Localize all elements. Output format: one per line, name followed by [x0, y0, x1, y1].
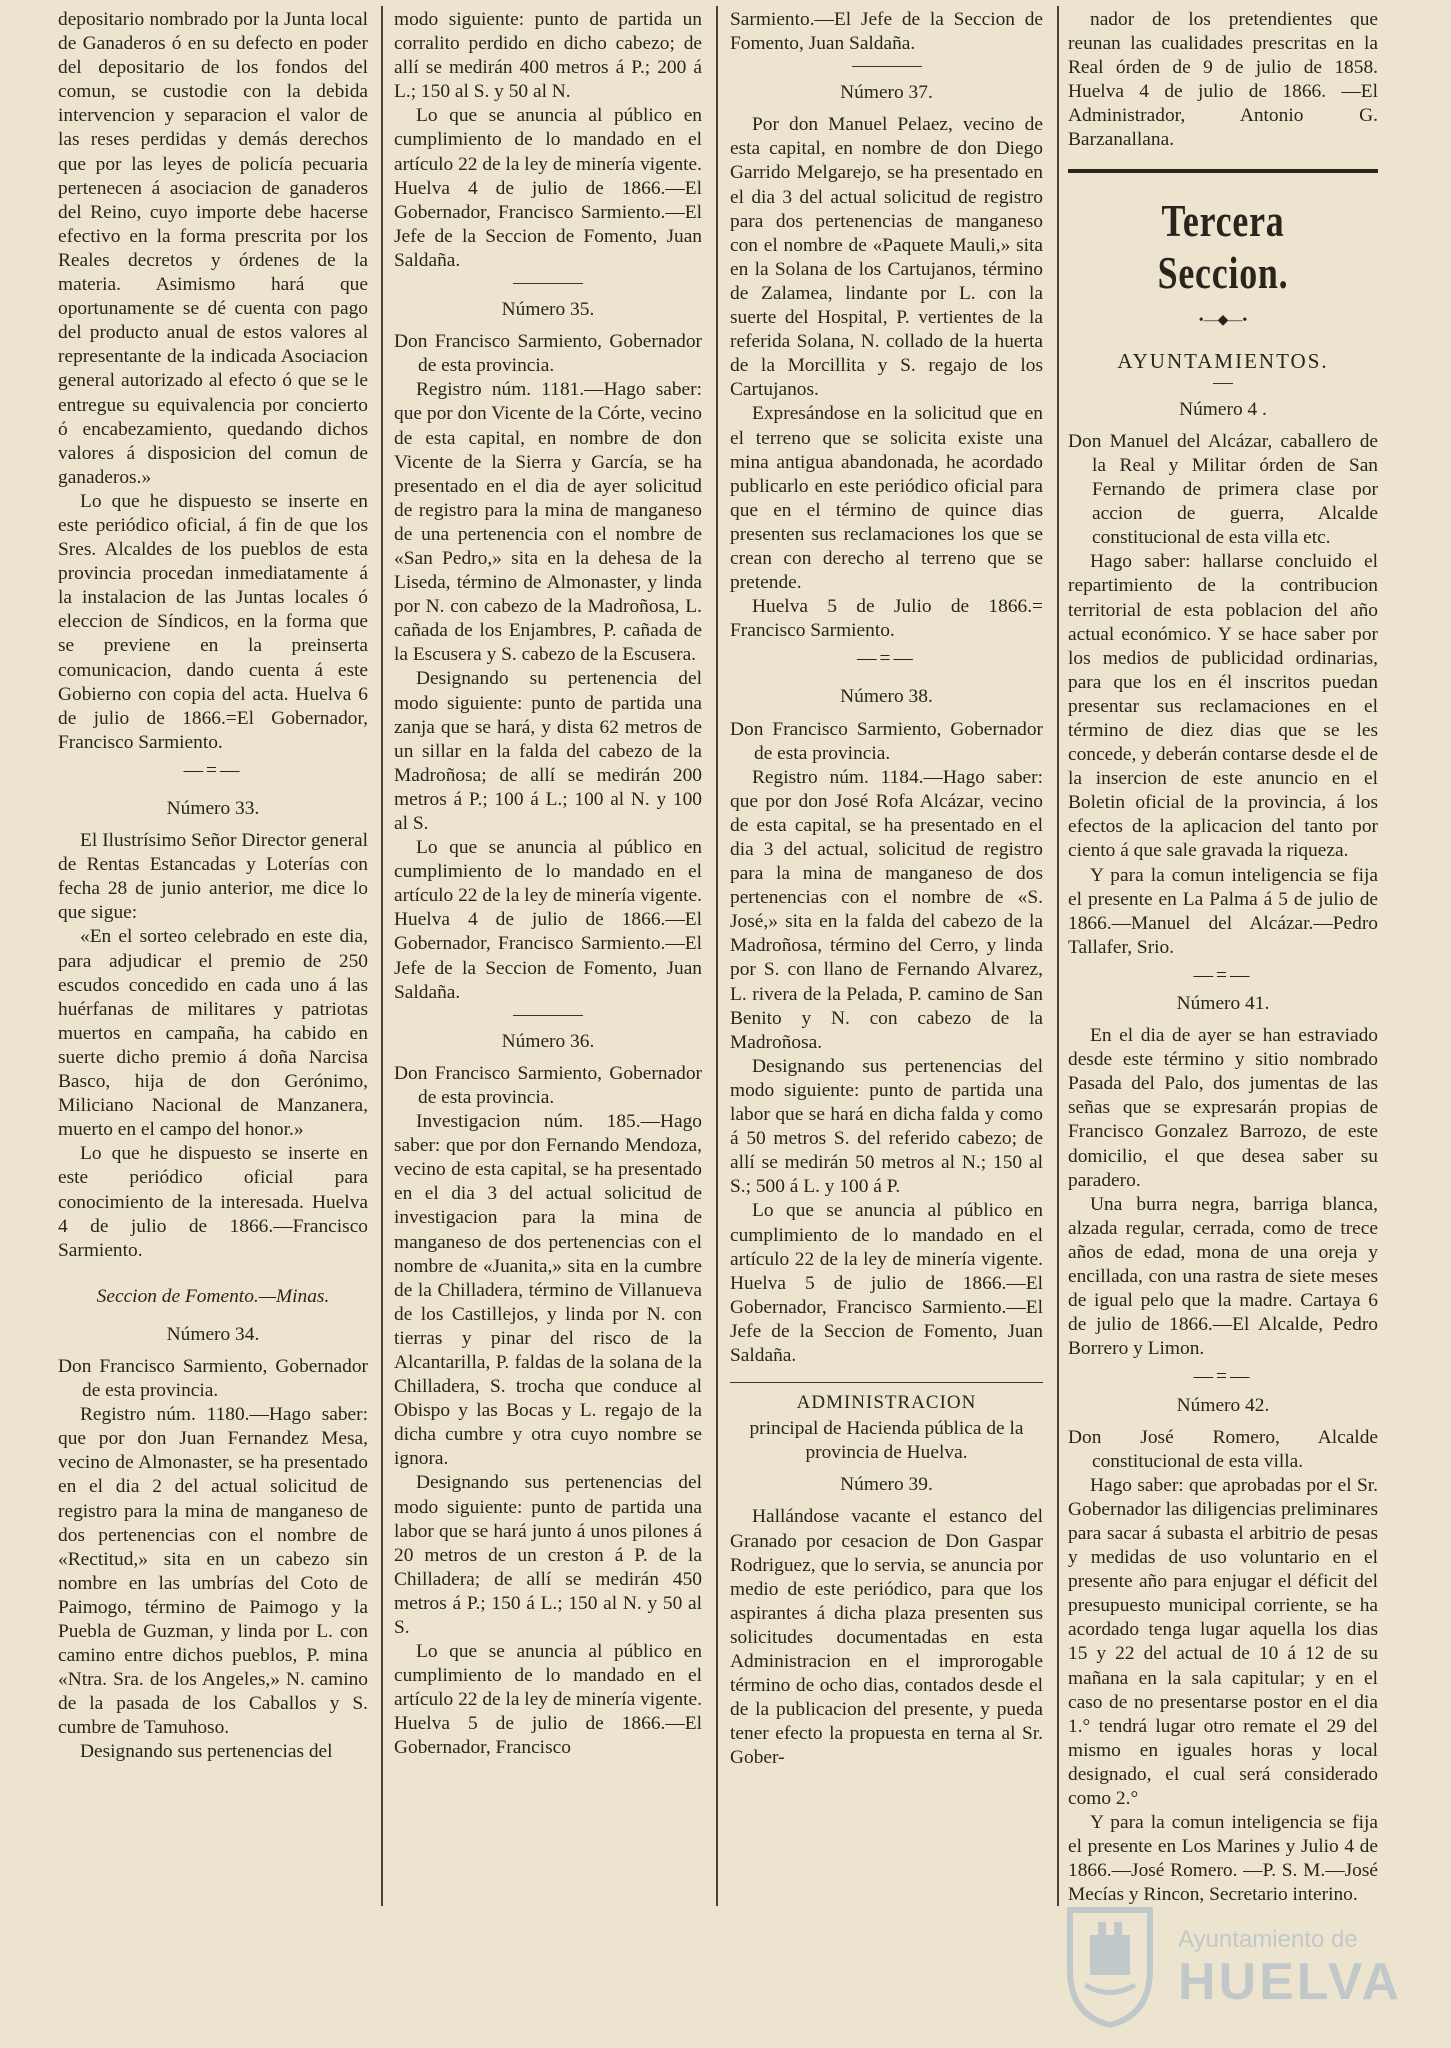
divider — [852, 66, 922, 67]
subsection-title: AYUNTAMIENTOS. — [1117, 348, 1329, 373]
paragraph: Sarmiento.—El Jefe de la Seccion de Fomento, Juan Saldaña. — [730, 9, 1043, 55]
paragraph-heading — [394, 330, 702, 378]
paragraph: depositario nombrado por la Junta local de Ganaderos ó en su defecto en poder del depositario de los fondos del comun, se custodie con la debida intervencion y separacion el valor de las reses perdidas y demás derechos que por las leyes de policía pecuaria pertenecen á asociacion de ganaderos del Reino, cuyo importe debe hacerse efectivo en la forma prescrita por los Reales decretos y órdenes de la materia. Asimismo hará que oportunamente se dé cuenta con pago del producto anual de estos valores al representante de la indicada Asociacion general autorizado al efecto ó que se le entregue su equivalencia por concierto ó encabezamiento, quedando dichos valores á disposicion del comun de ganaderos.» — [58, 9, 368, 488]
paragraph-heading — [394, 1062, 702, 1110]
notice-number: Número 42. — [1176, 1394, 1270, 1416]
heading-text: Don José Romero, Alcalde constitucional de esta villa. — [1068, 1426, 1378, 1472]
huelva-crest-icon — [1060, 1900, 1160, 2030]
paragraph: Designando sus pertenencias del — [80, 1741, 333, 1763]
section-title: Tercera Seccion. — [1157, 194, 1289, 298]
paragraph: Designando su pertenencia del modo siguiente: punto de partida una zanja que se hará, y dista 62 metros de un sillar en la falda del cabezo de la Madroñosa; de allí se medirán 200 metros á P.; 100 á L.; 100 al N. y 100 al S. — [394, 668, 702, 834]
heading-text: Don Francisco Sarmiento, Gobernador de esta provincia. — [394, 1062, 702, 1108]
notice-number: Número 37. — [840, 82, 933, 104]
notice-number: Número 4 . — [1179, 398, 1267, 420]
heading-text: Don Francisco Sarmiento, Gobernador de esta provincia. — [58, 1355, 368, 1402]
divider — [513, 1015, 583, 1016]
separator: —=— — [1193, 964, 1253, 986]
paragraph: «En el sorteo celebrado en este dia, para adjudicar el premio de 250 escudos concedido en cada uno á las huérfanas de militares y patriotas muertos en campaña, ha cabido en suerte dicho premio á doña Narcisa Basco, hija de don Gerónimo, Miliciano Nacional de Manzanera, muerto en el campo del honor.» — [58, 926, 368, 1141]
divider — [513, 283, 583, 284]
paragraph: Lo que se anuncia al público en cumplimiento de lo mandado en el artículo 22 de la ley de minería vigente. Huelva 5 de julio de 1866.—El Gobernador, Francisco Sarmiento.—El Jefe de la Seccion de Fomento, Juan Saldaña. — [730, 1200, 1043, 1366]
paragraph-heading — [1068, 1426, 1378, 1474]
separator: —=— — [1193, 1366, 1253, 1388]
paragraph: modo siguiente: punto de partida un corralito perdido en dicho cabezo; de allí se medirán 400 metros á P.; 200 á L.; 150 al S. y 50 al N. — [394, 9, 702, 103]
paragraph: Una burra negra, barriga blanca, alzada regular, cerrada, como de trece años de edad, mona de una oreja y encillada, con una rastra de siete meses de igual pelo que la madre. Cartaya 6 de julio de 1866.—El Alcalde, Pedro Borrero y Limon. — [1068, 1193, 1378, 1360]
heading-text: Don Francisco Sarmiento, Gobernador de esta provincia. — [730, 718, 1043, 764]
notice-number: Número 39. — [840, 1474, 933, 1496]
notice-number: Número 35. — [501, 299, 595, 321]
watermark-line2: HUELVA — [1178, 1953, 1403, 2011]
column-divider — [716, 6, 718, 1906]
paragraph: nador de los pretendientes que reunan las cualidades prescritas en la Real órden de 9 de julio de 1858. Huelva 4 de julio de 1866. —El Administrador, Antonio G. Barzanallana. — [1068, 9, 1378, 151]
section-heading: Seccion de Fomento.—Minas. — [96, 1285, 330, 1307]
paragraph-heading — [1068, 430, 1378, 550]
paragraph: Y para la comun inteligencia se fija el presente en La Palma á 5 de julio de 1866.—Manuel del Alcázar.—Pedro Tallafer, Srio. — [1068, 864, 1378, 958]
notice-number: Número 41. — [1176, 993, 1270, 1014]
notice-number: Número 36. — [501, 1030, 595, 1052]
column-4 — [1068, 8, 1378, 1907]
heavy-rule — [1068, 169, 1378, 173]
column-divider — [1057, 6, 1059, 1906]
ornament: •—◆—• — [1198, 312, 1248, 328]
paragraph: Lo que se anuncia al público en cumplimiento de lo mandado en el artículo 22 de la ley de minería vigente. Huelva 5 de julio de 1866.—El Gobernador, Francisco — [394, 1641, 702, 1759]
paragraph: Expresándose en la solicitud que en el terreno que se solicita existe una mina antigua abandonada, he acordado publicarlo en este periódico oficial para que en el término de quince dias presenten sus reclamaciones los que se crean con derecho al terreno que se pretende. — [730, 403, 1043, 594]
separator: —=— — [857, 648, 916, 670]
paragraph-heading — [58, 1355, 368, 1403]
notice-number: Número 38. — [840, 686, 933, 708]
admin-heading: ADMINISTRACION — [730, 1382, 1043, 1415]
paragraph: Designando sus pertenencias del modo siguiente: punto de partida una labor que se hará en dicha falda y como á 50 metros S. del referido cabezo; de allí se medirán 50 metros al N.; 150 al S.; 500 á L. y 100 á P. — [730, 1055, 1043, 1198]
paragraph: Registro núm. 1184.—Hago saber: que por don José Rofa Alcázar, vecino de esta capital, se ha presentado en el dia 3 del actual, solicitud de registro para la mina de manganeso de dos pertenencias con el nombre de «S. José,» sita en la falda del cabezo de la Madroñosa, término del Cerro, y linda por S. con llano de Fernando Alvarez, L. rivera de la Pelada, P. camino de San Benito y N. con cabezo de la Madroñosa. — [730, 766, 1043, 1053]
watermark-line1: Ayuntamiento de — [1178, 1926, 1358, 1953]
paragraph: Investigacion núm. 185.—Hago saber: que por don Fernando Mendoza, vecino de esta capital, se ha presentado en el dia 3 del actual solicitud de investigacion para la mina de manganeso de dos pertenencias con el nombre de «Juanita,» sita en la cumbre de la Chilladera, término de Villanueva de los Castillejos, y linda por N. con tierras y pinar del risco de la Alcantarilla, P. faldas de la solana de la Chilladera, S. trocha que conduce al Obispo y las Bocas y L. regajo de la dicha cumbre y otra cuyo nombre se ignora. — [394, 1111, 702, 1470]
notice-number: Número 34. — [166, 1323, 260, 1345]
heading-text: Don Francisco Sarmiento, Gobernador de esta provincia. — [394, 331, 702, 377]
heading-text: Don Manuel del Alcázar, caballero de la Real y Militar órden de San Fernando de primera clase por accion de guerra, Alcalde constitucional de esta villa etc. — [1068, 430, 1378, 549]
paragraph: Lo que he dispuesto se inserte en este periódico oficial para conocimiento de la interesada. Huelva 4 de julio de 1866.—Francisco Sarmiento. — [58, 1143, 368, 1261]
divider — [1213, 383, 1233, 384]
paragraph: Registro núm. 1181.—Hago saber: que por don Vicente de la Córte, vecino de esta capital, en nombre de don Vicente de la Sierra y García, se ha presentado en el dia de ayer solicitud de registro para la mina de manganeso de una pertenencia con el nombre de «San Pedro,» sita en la dehesa de la Liseda, término de Almonaster, y linda por N. con cabezo de la Madroñosa, L. cañada de los Enjambres, P. cañada de la Escusera y S. cabezo de la Escusera. — [394, 379, 702, 666]
column-2 — [394, 8, 702, 1761]
paragraph: Hallándose vacante el estanco del Granado por cesacion de Don Gaspar Rodriguez, que lo servia, se anuncia por medio de este periódico, para que los aspirantes á dicha plaza presenten sus solicitudes documentadas en esta Administracion en el improrogable término de ocho dias, contados desde el de la publicacion del presente, y pueda tener efecto la propuesta en terna al Sr. Gober- — [730, 1506, 1043, 1769]
column-1 — [58, 8, 368, 1765]
paragraph: Por don Manuel Pelaez, vecino de esta capital, en nombre de don Diego Garrido Melgarejo, se ha presentado en el dia 3 del actual solicitud de registro para dos pertenencias de manganeso con el nombre de «Paquete Mauli,» sita en la Solana de los Cartujanos, término de Zalamea, lindante por L. con la suerte del Hospital, P. vertientes de la referida Solana, N. collado de la huerta de la Morcillita y S. regajo de los Cartujanos. — [730, 114, 1043, 401]
paragraph: Y para la comun inteligencia se fija el presente en Los Marines y Julio 4 de 1866.—José Romero. —P. S. M.—José Mecías y Rincon, Secretario interino. — [1068, 1812, 1378, 1906]
paragraph: El Ilustrísimo Señor Director general de Rentas Estancadas y Loterías con fecha 28 de junio anterior, me dice lo que sigue: — [58, 830, 368, 924]
paragraph: Hago saber: que aprobadas por el Sr. Gobernador las diligencias preliminares para sacar á subasta el arbitrio de pesas y medidas de uso voluntario en el presente año para enjugar el déficit del presupuesto municipal corriente, se ha acordado tenga lugar aquella los dias 15 y 22 del actual de 10 á 12 de su mañana en la sala capitular; y en el caso de no presentarse postor en el dia 1.° tendrá lugar otro remate el 29 del mismo en iguales horas y local designado, el cual será considerado como 2.° — [1068, 1474, 1378, 1809]
paragraph: Huelva 5 de Julio de 1866.= Francisco Sarmiento. — [730, 596, 1043, 642]
paragraph: Lo que se anuncia al público en cumplimiento de lo mandado en el artículo 22 de la ley de minería vigente. Huelva 4 de julio de 1866.—El Gobernador, Francisco Sarmiento.—El Jefe de la Seccion de Fomento, Juan Saldaña. — [394, 837, 702, 1003]
admin-subheading: principal de Hacienda pública de la provincia de Huelva. — [749, 1418, 1024, 1464]
paragraph-heading — [730, 718, 1043, 766]
separator: —=— — [183, 759, 243, 781]
paragraph: Registro núm. 1180.—Hago saber: que por don Juan Fernandez Mesa, vecino de Almonaster, se ha presentado en el dia 2 del actual solicitud de registro para la mina de manganeso de dos pertenencias con el nombre de «Rectitud,» sita en un cabezo sin nombre en las umbrías del Coto de Paimogo, término de Paimogo y la Puebla de Guzman, y linda por L. con camino entre dichos pueblos, P. mina «Ntra. Sra. de los Angeles,» N. camino de la pasada de los Caballos y S. cumbre de Tamuhoso. — [58, 1404, 368, 1739]
watermark-logo — [1060, 1900, 1440, 2040]
paragraph: Lo que se anuncia al público en cumplimiento de lo mandado en el artículo 22 de la ley de minería vigente. Huelva 4 de julio de 1866.—El Gobernador, Francisco Sarmiento.—El Jefe de la Seccion de Fomento, Juan Saldaña. — [394, 105, 702, 271]
notice-number: Número 33. — [166, 798, 260, 819]
paragraph: Designando sus pertenencias del modo siguiente: punto de partida una labor que se hará junto á unos pilones á 20 metros de un creston á P. de la Chilladera; de allí se medirán 450 metros á P.; 150 á L.; 150 al N. y 50 al S. — [394, 1472, 702, 1638]
paragraph: En el dia de ayer se han estraviado desde este término y sitio nombrado Pasada del Palo, dos jumentas de las señas que se expresarán propias de Francisco Gonzalez Barrozo, de este domicilio, el que desea saber su paradero. — [1068, 1025, 1378, 1191]
column-divider — [381, 6, 383, 1906]
paragraph: Lo que he dispuesto se inserte en este periódico oficial, á fin de que los Sres. Alcaldes de los pueblos de esta provincia procedan inmediatamente á la instalacion de las Juntas locales ó eleccion de Síndicos, en la forma que se previene en la preinserta comunicacion, dando cuenta á este Gobierno con copia del acta. Huelva 6 de julio de 1866.=El Gobernador, Francisco Sarmiento. — [58, 490, 368, 753]
column-3 — [730, 8, 1043, 1770]
paragraph: Hago saber: hallarse concluido el repartimiento de la contribucion territorial de esta poblacion del año actual económico. Y se hace saber por los medios de publicidad ordinarias, para que los en él inscritos puedan presentar sus reclamaciones en el término de diez dias que se les concede, y deberán contarse desde el de la insercion de este anuncio en el Boletin oficial de la provincia, á los efectos de la aplicacion del tanto por ciento á que sale gravada la riqueza. — [1068, 551, 1378, 862]
